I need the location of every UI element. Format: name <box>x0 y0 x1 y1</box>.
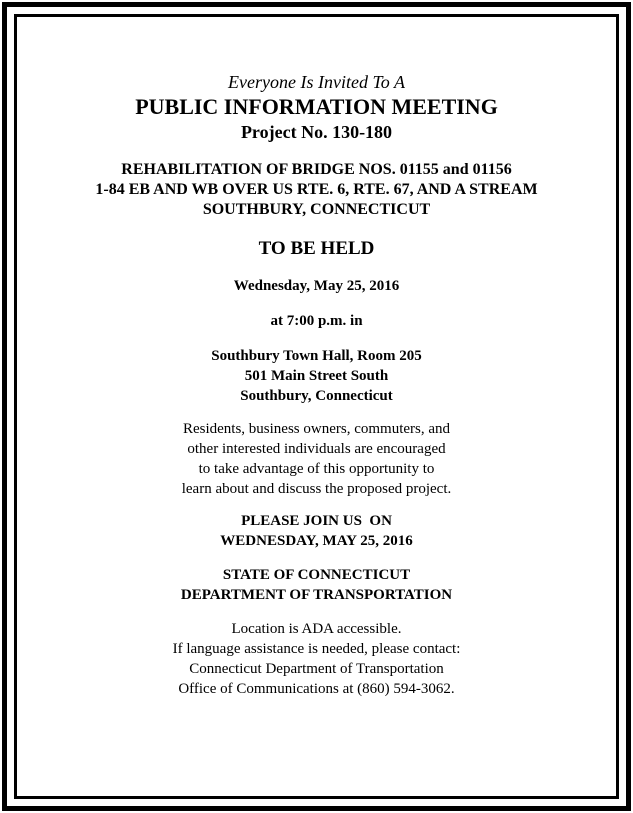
project-description <box>20 160 613 220</box>
agency-line: DEPARTMENT OF TRANSPORTATION <box>180 587 453 603</box>
join-us-line: PLEASE JOIN US ON <box>241 513 392 529</box>
project-number: Project No. 130-180 <box>240 122 393 142</box>
meeting-venue <box>20 346 613 406</box>
invitation-line: Everyone Is Invited To A <box>228 72 405 92</box>
join-us-callout <box>20 511 613 551</box>
to-be-held-heading: TO BE HELD <box>258 238 375 259</box>
meeting-title: PUBLIC INFORMATION MEETING <box>135 94 498 119</box>
venue-line: Southbury Town Hall, Room 205 <box>211 348 422 364</box>
agency-line: STATE OF CONNECTICUT <box>222 567 411 583</box>
invitation-paragraph-line: other interested individuals are encouraged <box>187 441 446 457</box>
accessibility-line: If language assistance is needed, please contact: <box>172 641 461 657</box>
invitation-paragraph <box>20 419 613 499</box>
accessibility-line: Location is ADA accessible. <box>231 621 402 637</box>
project-description-line: 1-84 EB AND WB OVER US RTE. 6, RTE. 67, AND A STREAM <box>95 181 538 198</box>
agency-name <box>20 565 613 605</box>
meeting-date: Wednesday, May 25, 2016 <box>233 278 400 294</box>
venue-line: Southbury, Connecticut <box>240 388 393 404</box>
flyer-content <box>20 72 613 699</box>
meeting-time: at 7:00 p.m. in <box>270 313 363 329</box>
join-us-line: WEDNESDAY, MAY 25, 2016 <box>220 533 413 549</box>
venue-line: 501 Main Street South <box>244 368 389 384</box>
accessibility-line: Office of Communications at (860) 594-3062. <box>178 681 455 697</box>
invitation-paragraph-line: Residents, business owners, commuters, and <box>182 421 451 437</box>
accessibility-line: Connecticut Department of Transportation <box>189 661 444 677</box>
invitation-paragraph-line: learn about and discuss the proposed project. <box>181 481 452 497</box>
project-description-line: REHABILITATION OF BRIDGE NOS. 01155 and 01156 <box>121 161 512 178</box>
project-description-line: SOUTHBURY, CONNECTICUT <box>202 201 431 218</box>
accessibility-notice <box>20 619 613 699</box>
invitation-paragraph-line: to take advantage of this opportunity to <box>198 461 435 477</box>
